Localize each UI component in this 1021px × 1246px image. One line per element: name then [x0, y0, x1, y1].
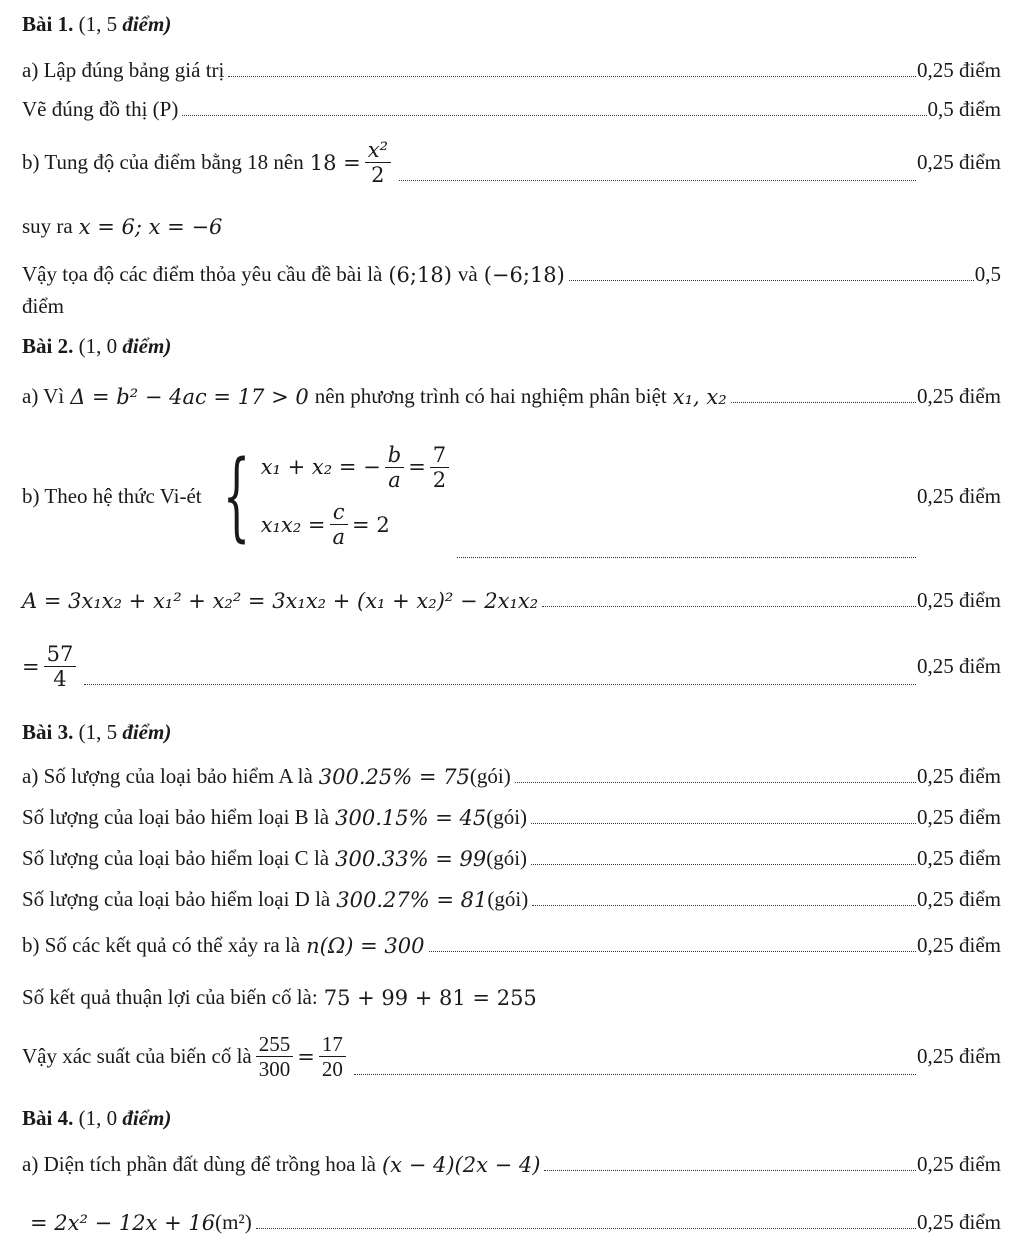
b3-prob-line	[22, 1032, 1001, 1081]
b3-row-score: 0,25 điểm	[917, 805, 1001, 829]
b3-row-text: a) Số lượng của loại bảo hiểm A là	[22, 764, 313, 788]
b3-points: (1, 5	[78, 720, 118, 744]
b1-a-label: a) Lập đúng bảng giá trị	[22, 58, 225, 82]
b2-b-score: 0,25 điểm	[917, 483, 1001, 508]
b3-row-unit: (gói)	[486, 846, 528, 870]
leader-dots	[457, 557, 916, 558]
b1-vay-and: và	[457, 262, 478, 286]
b3-prob-score: 0,25 điểm	[917, 1044, 1001, 1069]
b3-b-score: 0,25 điểm	[917, 933, 1001, 957]
b3-prob-frac1	[256, 1032, 294, 1081]
b2-a-score: 0,25 điểm	[917, 384, 1001, 408]
b2-a-label: a) Vì	[22, 384, 65, 408]
vieta-product-rhs: = 2	[352, 512, 390, 537]
leader-dots	[532, 905, 916, 906]
b3-prob-frac2	[319, 1032, 346, 1081]
vieta-sum-num2: 7	[430, 443, 449, 468]
b1-suyra-label: suy ra	[22, 214, 73, 238]
b3-row-a	[22, 764, 1001, 789]
b4-a-math: (x − 4)(2x − 4)	[381, 1152, 541, 1177]
b1-graph-label: Vẽ đúng đồ thị (P)	[22, 97, 179, 121]
b3-prob-label: Vậy xác suất của biến cố là	[22, 1044, 252, 1069]
leader-dots	[429, 951, 917, 952]
leader-dots	[182, 115, 926, 116]
b2-A-line	[22, 588, 1001, 613]
b3-row-math: 300.15% = 45	[335, 805, 487, 830]
b3-fav-math: 75 + 99 + 81 = 255	[323, 985, 537, 1010]
b3-row-text: Số lượng của loại bảo hiểm loại D là	[22, 887, 331, 911]
b1-b-line	[22, 138, 1001, 187]
b3-b-label: b) Số các kết quả có thể xảy ra là	[22, 933, 301, 957]
b1-vay-point1: (6;18)	[388, 262, 452, 287]
b3-row-math: 300.25% = 75	[318, 764, 470, 789]
leader-dots	[542, 606, 916, 607]
b2-res-eq: =	[22, 654, 40, 679]
b1-b-score: 0,25 điểm	[917, 150, 1001, 175]
b2-points: (1, 0	[78, 334, 118, 358]
b3-heading	[22, 720, 1001, 745]
b3-row-score: 0,25 điểm	[917, 887, 1001, 911]
b4-heading	[22, 1106, 1001, 1131]
b1-a-line	[22, 58, 1001, 83]
b3-fav-line	[22, 985, 1001, 1010]
b2-a-roots: x₁, x₂	[672, 384, 727, 409]
b1-b-fraction	[365, 138, 391, 187]
b4-res-unit: (m²)	[215, 1210, 252, 1234]
b3-prob-den2: 20	[321, 1057, 343, 1082]
b4-points: (1, 0	[78, 1106, 118, 1130]
vieta-sum-eq: =	[408, 455, 426, 480]
b2-heading	[22, 334, 1001, 359]
leader-dots	[531, 823, 916, 824]
vieta-sum-lhs: x₁ + x₂ = −	[260, 455, 381, 480]
b1-points-word: điểm)	[122, 12, 172, 36]
b1-graph-line	[22, 97, 1001, 122]
leader-dots	[531, 864, 916, 865]
leader-dots	[354, 1074, 916, 1075]
b1-b-lhs: 18 =	[309, 150, 361, 175]
b2-A-math: A = 3x₁x₂ + x₁² + x₂² = 3x₁x₂ + (x₁ + x₂)² − 2x₁x₂	[22, 588, 539, 613]
b1-b-denominator: 2	[371, 163, 385, 188]
b4-a-score: 0,25 điểm	[917, 1152, 1001, 1176]
b3-row-text: Số lượng của loại bảo hiểm loại C là	[22, 846, 330, 870]
b2-A-score: 0,25 điểm	[917, 588, 1001, 612]
b2-res-frac	[44, 642, 77, 691]
b1-vay-line	[22, 262, 1001, 287]
b3-row-math: 300.33% = 99	[335, 846, 487, 871]
b4-result-line	[30, 1210, 1001, 1235]
b2-b-line	[22, 428, 1001, 564]
b2-points-word: điểm)	[122, 334, 172, 358]
vieta-product-frac	[330, 500, 349, 549]
leader-dots	[515, 782, 916, 783]
b1-b-numerator: x²	[365, 138, 391, 163]
b3-row-math: 300.27% = 81	[336, 887, 488, 912]
b4-a-label: a) Diện tích phần đất dùng để trồng hoa là	[22, 1152, 376, 1176]
leader-dots	[399, 180, 916, 181]
b3-row-d	[22, 887, 1001, 912]
vieta-product-den: a	[332, 525, 346, 550]
leader-dots	[731, 402, 916, 403]
vieta-system	[206, 440, 454, 552]
b1-title: Bài 1.	[22, 12, 74, 36]
vieta-sum-num: b	[385, 443, 404, 468]
b3-row-text: Số lượng của loại bảo hiểm loại B là	[22, 805, 330, 829]
b4-a-line	[22, 1152, 1001, 1177]
b3-prob-den1: 300	[258, 1057, 291, 1082]
b1-points: (1, 5	[78, 12, 118, 36]
b3-row-c	[22, 846, 1001, 871]
b2-res-num: 57	[44, 642, 77, 667]
b1-heading	[22, 12, 1001, 37]
b4-points-word: điểm)	[122, 1106, 172, 1130]
leader-dots	[228, 76, 916, 77]
b2-res-den: 4	[53, 667, 67, 692]
b2-b-label: b) Theo hệ thức Vi-ét	[22, 483, 202, 508]
b3-prob-num2: 17	[319, 1032, 346, 1057]
vieta-sum-row	[261, 443, 453, 492]
b1-b-label: b) Tung độ của điểm bằng 18 nên	[22, 150, 304, 175]
b2-result-line	[22, 642, 1001, 691]
b3-title: Bài 3.	[22, 720, 74, 744]
b2-a-line	[22, 384, 1001, 409]
b3-b-math: n(Ω) = 300	[306, 933, 425, 958]
b1-vay-point2: (−6;18)	[483, 262, 565, 287]
b1-suyra-line	[22, 214, 1001, 239]
b1-suyra-math: x = 6; x = −6	[78, 214, 223, 239]
b3-row-unit: (gói)	[469, 764, 511, 788]
b3-b-line	[22, 933, 1001, 958]
b1-a-score: 0,25 điểm	[917, 58, 1001, 82]
left-brace: {	[222, 440, 250, 552]
b3-points-word: điểm)	[122, 720, 172, 744]
vieta-sum-frac	[385, 443, 404, 492]
b3-row-score: 0,25 điểm	[917, 846, 1001, 870]
b2-a-text: nên phương trình có hai nghiệm phân biệt	[314, 384, 667, 408]
vieta-sum-frac2	[430, 443, 449, 492]
vieta-product-lhs: x₁x₂ =	[260, 512, 326, 537]
leader-dots	[84, 684, 916, 685]
vieta-sum-den2: 2	[432, 467, 447, 492]
b3-fav-label: Số kết quả thuận lợi của biến cố là:	[22, 985, 318, 1009]
leader-dots	[256, 1228, 916, 1229]
b1-vay-score-wrap: điểm	[22, 294, 64, 318]
b1-graph-score: 0,5 điểm	[927, 97, 1001, 121]
b4-res-math: = 2x² − 12x + 16	[30, 1210, 216, 1235]
b3-prob-num1: 255	[256, 1032, 294, 1057]
b3-row-b	[22, 805, 1001, 830]
b3-row-unit: (gói)	[486, 805, 528, 829]
b1-vay-label: Vậy tọa độ các điểm thỏa yêu cầu đề bài là	[22, 262, 383, 286]
b1-vay-wrap	[22, 294, 1001, 319]
b3-row-unit: (gói)	[487, 887, 529, 911]
b2-res-score: 0,25 điểm	[917, 654, 1001, 679]
leader-dots	[544, 1170, 916, 1171]
b3-row-score: 0,25 điểm	[917, 764, 1001, 788]
leader-dots	[569, 280, 974, 281]
vieta-product-num: c	[330, 500, 348, 525]
b2-a-math: Δ = b² − 4ac = 17 > 0	[70, 384, 309, 409]
vieta-sum-den: a	[388, 467, 401, 492]
b2-title: Bài 2.	[22, 334, 74, 358]
b1-vay-score: 0,5	[974, 262, 1001, 286]
b4-title: Bài 4.	[22, 1106, 74, 1130]
b4-res-score: 0,25 điểm	[917, 1210, 1001, 1234]
vieta-product-row	[261, 500, 453, 549]
b3-prob-eq: =	[297, 1044, 315, 1069]
